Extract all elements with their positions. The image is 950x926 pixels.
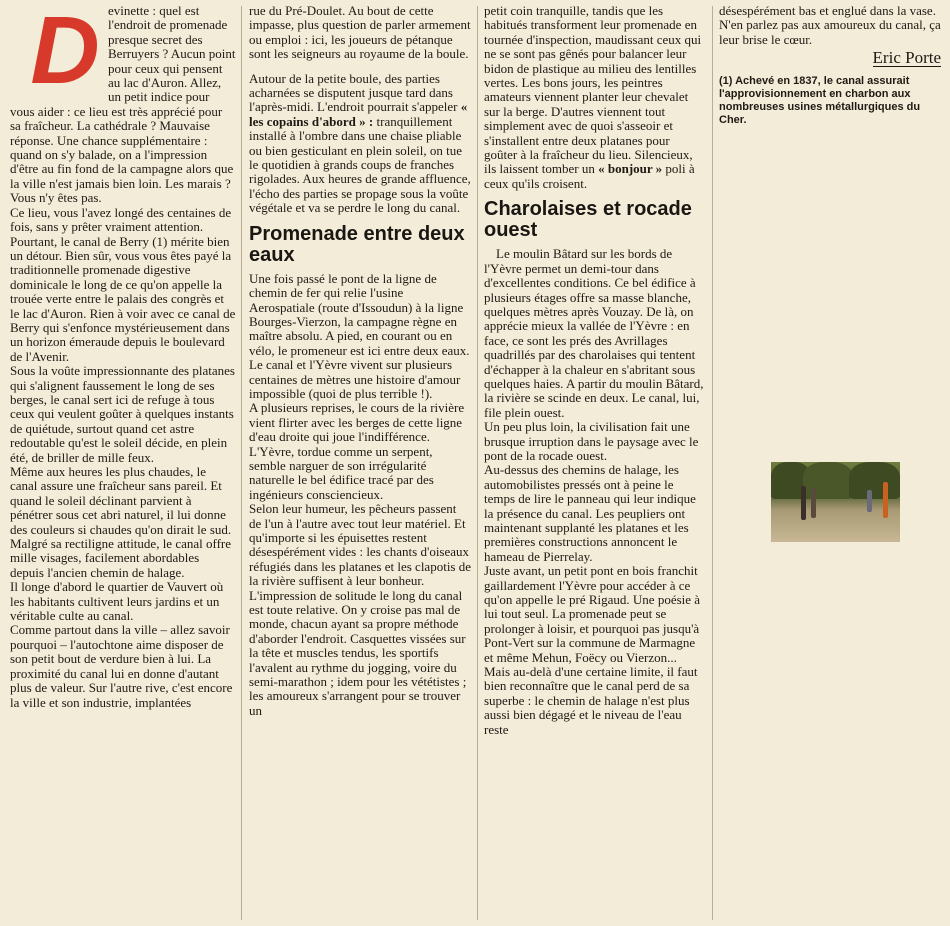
column-divider — [477, 6, 478, 920]
paragraph — [484, 4, 704, 191]
paragraph — [249, 72, 471, 216]
paragraph: rue du Pré-Doulet. Au bout de cette impasse, plus question de parler armement ou emploi : ici, les joueurs de pétanque sont les seigneurs au royaume de la boule. — [249, 4, 471, 62]
person-figure — [801, 486, 806, 520]
paragraph: Juste avant, un petit pont en bois franchit gaillardement l'Yèvre pour accéder à ce qu'on appelle le pré Rigaud. Une poésie à lui tout seul. La promenade peut se prolonger à loisir, et pourquoi pas jusqu'à Pont-Vert sur la commune de Marmagne et même Mehun, Foëcy ou Vierzon... Mais au-delà d'une certaine limite, il faut bien reconnaître que le canal perd de sa superbe : le chemin de halage n'est plus aussi bien dégagé et le niveau de l'eau reste — [484, 563, 701, 737]
column-divider — [241, 6, 242, 920]
column-divider — [712, 6, 713, 920]
paragraph: Le moulin Bâtard sur les bords de l'Yèvre permet un demi-tour dans d'excellentes conditions. Ce bel édifice à plusieurs étages offre sa masse blanche, quelques mètres après Vouzay. De là, on apprécie mieux la vallée de l'Yèvre : en face, ce sont les prés des Avrillages quadrillés par des charolaises qui tentent d'échapper à la chaleur en s'abritant sous quelques haies. A partir du moulin Bâtard, la rivière se scinde en deux. Le canal, lui, file plein ouest. — [484, 246, 704, 420]
bold-quote: « bonjour » — [598, 161, 663, 177]
paragraph: Il longe d'abord le quartier de Vauvert où les habitants cultivent leurs jardins et un véritable culte au canal. — [10, 579, 224, 624]
article-column-3 — [484, 4, 704, 922]
person-figure — [867, 490, 872, 512]
text-span: Autour de la petite boule, des parties acharnées se disputent jusque tard dans l'après-midi. L'endroit pourrait s'appeler — [249, 70, 461, 115]
paragraph: Au-dessus des chemins de halage, les automobilistes pressés ont à peine le temps de lire le panneau qui leur indique la présence du canal. Les peupliers ont maintenant supplanté les platanes et les premières constructions annoncent le hameau de Pierrelay. — [484, 462, 696, 564]
paragraph: Selon leur humeur, les pêcheurs passent de l'un à l'autre avec tout leur matériel. Et qu'importe si les épuisettes restent désespérément vides : les chants d'oiseaux réfugiés dans les platanes et les clapotis de la rivière suffisent à leur bonheur. — [249, 501, 471, 589]
paragraph: Malgré sa rectiligne attitude, le canal offre mille visages, facilement abordables depuis l'ancien chemin de halage. — [10, 536, 232, 580]
canal-photo — [771, 462, 900, 542]
paragraph: evinette : quel est l'endroit de promenade presque secret des Berruyers ? Aucun point pour ceux qui pensent au lac d'Auron. Allez, un petit indice pour vous aider : ce lieu est très apprécié pour sa fraîcheur. La cathédrale ? Mauvaise réponse. Une chance supplémentaire : quand on s'y balade, on a l'impression d'être au fin fond de la campagne alors que la ville n'est jamais bien loin. Les marais ? Vous n'y êtes pas. — [10, 4, 236, 206]
drop-cap-letter: D — [30, 4, 100, 104]
footnote: (1) Achevé en 1837, le canal assurait l'approvisionnement en charbon aux nombreuses usines métallurgiques du Cher. — [719, 74, 921, 126]
paragraph: Une fois passé le pont de la ligne de chemin de fer qui relie l'usine Aerospatiale (route d'Issoudun) à la ligne Bourges-Vierzon, la campagne règne en maître absolu. A pied, en courant ou en vélo, le promeneur est ici entre deux eaux. Le canal et l'Yèvre vivent sur plusieurs centaines de mètres une histoire d'amour impossible (quoi de plus terrible !). — [249, 270, 470, 401]
article-column-2 — [249, 4, 471, 922]
text-span: petit coin tranquille, tandis que les habitués transforment leur promenade en tournée d'inspection, maudissant ceux qui ne se sont pas gênés pour balancer leur bidon de plastique au milieu des lentilles vertes. Les bons jours, les peintres amateurs viennent planter leur chevalet sur la berge. D'autres viennent tout simplement avec de quoi s'asseoir et s'installent entre deux platanes pour goûter à la fraîcheur du lieu. Silencieux, ils laissent tomber un — [484, 4, 702, 177]
person-figure — [811, 488, 816, 518]
paragraph: A plusieurs reprises, le cours de la rivière vient flirter avec les berges de cette ligne d'eau droite qui joue l'indifférence. L'Yèvre, tordue comme un serpent, semble narguer de son irrégularité naturelle le bel édifice tracé par des ingénieurs consciencieux. — [249, 400, 465, 502]
tree-shape — [849, 462, 900, 499]
paragraph: Un peu plus loin, la civilisation fait une brusque irruption dans le paysage avec le pont de la rocade ouest. — [484, 419, 699, 463]
paragraph: Ce lieu, vous l'avez longé des centaines de fois, sans y prêter vraiment attention. Pourtant, le canal de Berry (1) mérite bien un détour. Bien sûr, vous vous êtes payé la traditionnelle promenade digestive dominicale le long de ce qu'on appelle la trouée verte entre le palais des congrès et le lac d'Auron. Rien à voir avec ce canal de Berry qui s'enfonce mystérieusement dans un horizon émeraude depuis le boulevard de l'Avenir. — [10, 204, 236, 364]
paragraph: désespérément bas et englué dans la vase. N'en parlez pas aux amoureux du canal, ça leur brise le cœur. — [719, 4, 941, 47]
text-span: tranquillement installé à l'ombre dans une chaise pliable ou bien gesticulant en plein soleil, on tue le quotidien à grands coups de franches rigolades. Aux heures de grande affluence, l'écho des parties se propage sous la voûte végétale et va se perdre le long du canal. — [249, 113, 471, 216]
bold-quote: « les copains d'abord » : — [249, 99, 468, 129]
paragraph: Sous la voûte impressionnante des platanes qui s'alignent faussement le long de ses berges, le canal sert ici de refuge à tous ceux qui veulent goûter à quelques instants de quiétude, surtout quand cet astre redoutable qu'est le soleil décide, en plein été, de briller de mille feux. — [10, 363, 235, 465]
paragraph: Comme partout dans la ville – allez savoir pourquoi – l'autochtone aime disposer de son petit bout de verdure bien à lui. La proximité du canal lui en donne d'autant plus de valeur. Sur l'autre rive, c'est encore la ville et son industrie, implantées — [10, 622, 233, 710]
section-heading: Promenade entre deux eaux — [249, 222, 465, 266]
paragraph: L'impression de solitude le long du canal est toute relative. On y croise pas mal de monde, chacun ayant sa propre méthode d'aborder l'endroit. Casquettes vissées sur la tête et muscles tendus, les sportifs l'avalent au rythme du jogging, voire du semi-marathon ; idem pour les vététistes ; les amoureux s'arrangent pour se trouver un — [249, 587, 467, 718]
paragraph: Même aux heures les plus chaudes, le canal assure une fraîcheur sans pareil. Et quand le soleil déclinant parvient à pénétrer sous cet abri naturel, il lui donne des couleurs si chaudes qu'on dirait le sud. — [10, 464, 232, 537]
section-heading: Charolaises et rocade ouest — [484, 198, 692, 242]
article-column-1 — [10, 4, 236, 922]
person-figure — [883, 482, 888, 518]
author-byline: Eric Porte — [872, 48, 941, 68]
text-span: poli à ceux qu'ils croisent. — [484, 161, 695, 191]
